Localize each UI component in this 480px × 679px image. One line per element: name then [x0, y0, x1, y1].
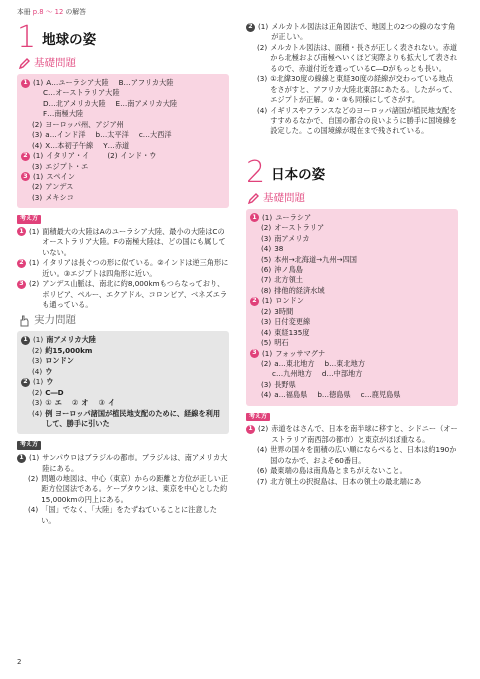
explanation-text: 面積最大の大陸はAのユーラシア大陸、最小の大陸はCのオーストラリア大陸。Fの南極大陸は、どの国にも属していない。 — [42, 226, 226, 257]
section-title: 基礎問題 — [263, 191, 305, 204]
answer-row: (2) 約15,000km — [32, 345, 93, 355]
answer-row: (4) X…本初子午線 Y…赤道 — [32, 140, 130, 150]
answer-row: D…北アメリカ大陸 E…南アメリカ大陸 — [43, 98, 178, 108]
answer-row: (5) 本州→北海道→九州→四国 — [261, 254, 357, 264]
explanation-text: 最東端の島は南鳥島とまちがえないこと。 — [270, 466, 407, 476]
explanation-text: イギリスやフランスなどのヨーロッパ諸国が植民地支配をすすめるなかで、自国の都合の良いように勝手に国境線を設定した。この国境線が現在まで残されている。 — [270, 105, 457, 136]
explanation-block-continued: 2 (1) メルカトル図法は正角図法で、地図上の2つの線のなす角が正しい。 (2) メルカトル図法は、面積・長さが正しく表されない。赤道から北極および南極へいくほど実際よりも拡大して表されるので、赤道付近を通っているC―Dがもっとも長い。 (3) ①北緯30度の線線と東経30度の経線が交わっている地点をさがすと、アフリカ大陸北東部にあたる。したがって、エジプトが正解。②・③も同様にしてさがす。 (4) イギリスやフランスなどのヨーロッパ諸国が植民地支配をすすめるなかで、自国の都合の良いように勝手に国境線を設定した。この国境線が現在まで残されている。 — [246, 22, 458, 137]
explanation-badge: 考え方 — [17, 215, 41, 224]
answer-row: (2) 3時間 — [261, 306, 294, 316]
answer-row: 1 (1) 南アメリカ大陸 — [21, 335, 223, 345]
answer-row: (7) 北方領土 — [261, 275, 303, 285]
answer-row: (2) ヨーロッパ州、アジア州 — [32, 119, 124, 129]
answer-row: (3) ロンドン — [32, 356, 74, 366]
basic-problems-heading — [17, 56, 229, 71]
answer-row: (4) a…福島県 b…徳島県 c…鹿児島県 — [261, 390, 401, 400]
answer-box-basic — [246, 209, 458, 406]
explanation-text: サンパウロはブラジルの都市。ブラジルは、南アメリカ大陸にある。 — [42, 453, 228, 473]
explanation-block: 1 (2) 赤道をはさんで、日本を南半球に移すと、シドニー（オーストラリア南西部の都市）と東京がほぼ重なる。 (4) 世界の国々を面積の広い順にならべると、日本は約190か国のなかで、およそ60番目。 (6) 最東端の島は南鳥島とまちがえないこと。 (7) 北方領土の択捉島は、日本の領土の最北端にあ — [246, 424, 458, 488]
answer-row: c…九州地方 d…中部地方 — [272, 369, 363, 379]
page-number: 2 — [17, 658, 22, 666]
answer-row: (4) 東経135度 — [261, 327, 310, 337]
header-book: 本冊 — [17, 8, 31, 16]
hand-icon — [17, 314, 31, 328]
explanation-text: 問題の地図は、中心（東京）からの距離と方位が正しい正距方位図法である。ケープタウンは、東京を中心とした約15,000kmの円上にある。 — [41, 473, 229, 504]
answer-row: (2) a…東北地方 b…東北地方 — [261, 358, 366, 368]
explanation-block: 1 (1) 面積最大の大陸はAのユーラシア大陸、最小の大陸はCのオーストラリア大陸。Fの南極大陸は、どの国にも属していない。 2 (1) イタリアは長ぐつの形に似ている。②インドは逆三角形に近い。③エジプトは四角形に近い。 3 (2) アンデス山脈は、南北に約8,000kmもつらなっており、ボリビア、ペルー、エクアドル、コロンビア、ベネズエラも通っている。 — [17, 227, 229, 311]
answer-row: (2) アンデス — [32, 182, 74, 192]
answer-row: 2 (1) ロンドン — [250, 296, 452, 306]
page-header — [17, 8, 86, 18]
answer-row: (4) ウ — [32, 366, 53, 376]
section-title: 基礎問題 — [34, 56, 76, 69]
explanation-text: 世界の国々を面積の広い順にならべると、日本は約190か国のなかで、およそ60番目。 — [270, 445, 457, 465]
chapter-number: 2 — [246, 154, 266, 190]
chapter-2-heading — [246, 154, 458, 190]
question-number-1: 1 — [21, 79, 30, 88]
left-column — [17, 20, 229, 529]
explanation-badge: 考え方 — [17, 441, 41, 450]
answer-box-advanced — [17, 331, 229, 434]
answer-row: (8) 排他的経済水域 — [261, 285, 325, 295]
answer-row: (2) オーストラリア — [261, 223, 325, 233]
advanced-problems-heading — [17, 313, 229, 328]
explanation-text: メルカトル図法は、面積・長さが正しく表されない。赤道から北極および南極へいくほど実際よりも拡大して表されるので、赤道付近を通っているC―Dがもっとも長い。 — [270, 42, 458, 73]
header-suffix: の解答 — [65, 8, 86, 16]
answer-row: (3) ① エ ② オ ③ イ — [32, 398, 116, 408]
basic-problems-heading — [246, 191, 458, 206]
answer-row: (3) 長野県 — [261, 379, 296, 389]
answer-row: (5) 明石 — [261, 338, 289, 348]
chapter-number: 1 — [17, 20, 37, 55]
explanation-text: 北方領土の択捉島は、日本の領土の最北端にあ — [270, 477, 422, 487]
chapter-1-heading — [17, 20, 229, 55]
answer-row: F…南極大陸 — [43, 109, 84, 119]
answer-row: (4) 38 — [261, 244, 284, 254]
right-column — [246, 22, 458, 491]
explanation-block: 1 (1) サンパウロはブラジルの都市。ブラジルは、南アメリカ大陸にある。 (2) 問題の地図は、中心（東京）からの距離と方位が正しい正距方位図法である。ケープタウンは、東京を中心とした約15,000kmの円上にある。 (4) 「国」でなく、「大陸」をたずねていることに注意したい。 — [17, 453, 229, 526]
explanation-text: アンデス山脈は、南北に約8,000kmもつらなっており、ボリビア、ペルー、エクアドル、コロンビア、ベネズエラも通っている。 — [42, 279, 228, 309]
explanation-text: 「国」でなく、「大陸」をたずねていることに注意したい。 — [41, 505, 217, 525]
header-pages: p.8 〜 12 — [32, 8, 64, 16]
answer-row: (3) メキシコ — [32, 192, 74, 202]
explanation-badge: 考え方 — [246, 413, 270, 422]
answer-row: (3) エジプト・エ — [32, 161, 89, 171]
answer-row: (3) 南アメリカ — [261, 233, 310, 243]
explanation-text: 赤道をはさんで、日本を南半球に移すと、シドニー（オーストラリア南西部の都市）と東京がほぼ重なる。 — [271, 424, 458, 444]
explanation-text: イタリアは長ぐつの形に似ている。②インドは逆三角形に近い。③エジプトは四角形に近い。 — [42, 258, 229, 278]
pencil-icon — [246, 191, 260, 205]
answer-row: 1 (1) ユーラシア — [250, 213, 452, 223]
answer-row: 2 (1) ウ — [21, 377, 223, 387]
answer-row: (6) 沖ノ鳥島 — [261, 265, 303, 274]
section-title: 実力問題 — [34, 314, 76, 327]
explanation-text: メルカトル図法は正角図法で、地図上の2つの線のなす角が正しい。 — [271, 22, 456, 42]
answer-row: (4) 例 ヨーロッパ諸国が植民地支配のために、経線を利用して、勝手に引いた — [32, 408, 221, 428]
answer-row: 3 (1) フォッサマグナ — [250, 349, 452, 359]
question-number-3: 3 — [21, 172, 30, 181]
chapter-title: 日本の姿 — [271, 166, 326, 183]
answer-row: (3) a…インド洋 b…太平洋 c…大西洋 — [32, 130, 172, 140]
answer-box-basic — [17, 74, 229, 208]
explanation-text: ①北緯30度の線線と東経30度の経線が交わっている地点をさがすと、アフリカ大陸北東部にあたる。したがって、エジプトが正解。②・③も同様にしてさがす。 — [270, 74, 457, 105]
answer-row: 3 (1) スペイン — [21, 172, 223, 182]
question-number-2: 2 — [21, 152, 30, 161]
answer-row: C…オーストラリア大陸 — [43, 88, 120, 98]
answer-row: 2 (1) イタリア・イ (2) インド・ウ — [21, 151, 223, 161]
chapter-title: 地球の姿 — [42, 32, 97, 48]
answer-row: (2) C―D — [32, 387, 64, 397]
answer-row: (3) 日付変更線 — [261, 317, 311, 327]
answer-row: 1 (1) A…ユーラシア大陸 B…アフリカ大陸 — [21, 78, 223, 88]
pencil-icon — [17, 57, 31, 71]
